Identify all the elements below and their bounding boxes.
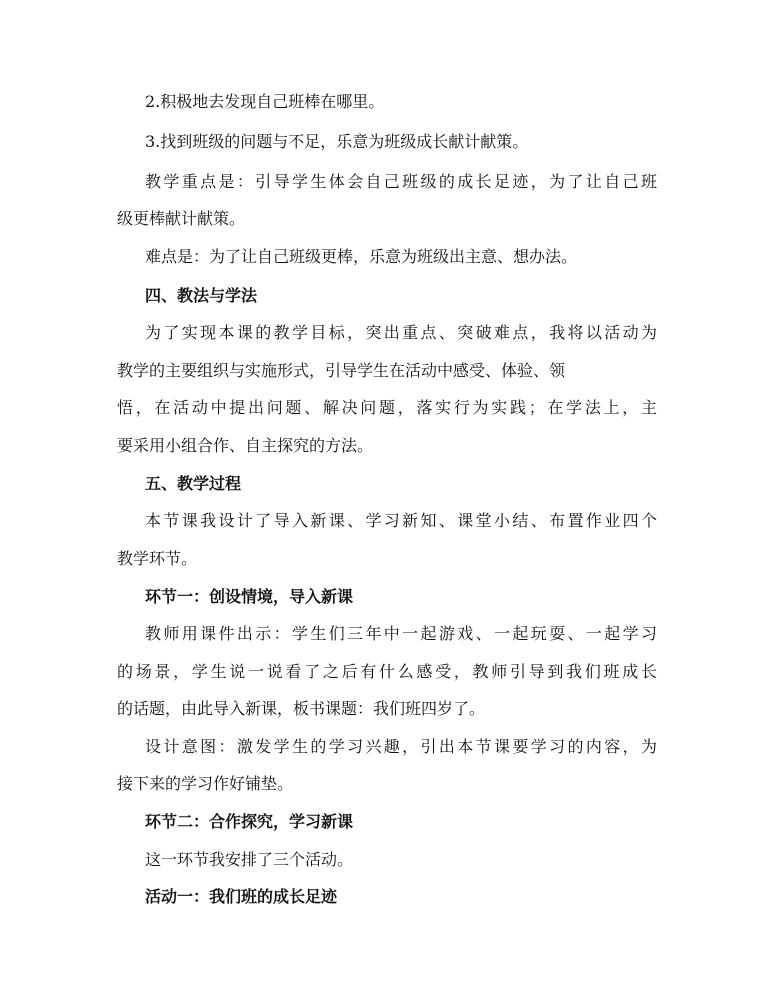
stage-one-heading: 环节一：创设情境，导入新课 — [145, 587, 354, 606]
stage-one-line-1: 教师用课件出示：学生们三年中一起游戏、一起玩耍、一起学习 — [145, 624, 657, 643]
methods-line-3: 悟，在活动中提出问题、解决问题，落实行为实践；在学法上，主 — [117, 398, 657, 417]
process-intro-line-1: 本节课我设计了导入新课、学习新知、课堂小结、布置作业四个 — [145, 511, 657, 530]
objective-2: 2.积极地去发现自己班棒在哪里。 — [145, 92, 385, 111]
section-heading-process: 五、教学过程 — [145, 474, 242, 493]
difficulty: 难点是：为了让自己班级更棒，乐意为班级出主意、想办法。 — [145, 247, 578, 266]
methods-line-4: 要采用小组合作、自主探究的方法。 — [117, 436, 374, 455]
stage-two-heading: 环节二：合作探究，学习新课 — [145, 812, 354, 831]
key-point-line-2: 级更棒献计献策。 — [117, 209, 246, 228]
design-intent-line-2: 接下来的学习作好铺垫。 — [117, 774, 294, 793]
key-point-line-1: 教学重点是：引导学生体会自己班级的成长足迹，为了让自己班 — [145, 172, 657, 191]
methods-line-1: 为了实现本课的教学目标，突出重点、突破难点，我将以活动为 — [145, 323, 657, 342]
section-heading-methods: 四、教法与学法 — [145, 286, 258, 305]
stage-one-line-3: 的话题，由此导入新课，板书课题：我们班四岁了。 — [117, 699, 486, 718]
stage-one-line-2: 的场景，学生说一说看了之后有什么感受，教师引导到我们班成长 — [117, 662, 657, 681]
design-intent-line-1: 设计意图：激发学生的学习兴趣，引出本节课要学习的内容，为 — [145, 737, 657, 756]
methods-line-2: 教学的主要组织与实施形式，引导学生在活动中感受、体验、领 — [117, 361, 566, 380]
process-intro-line-2: 教学环节。 — [117, 549, 198, 568]
activity-one-heading: 活动一：我们班的成长足迹 — [145, 887, 338, 906]
objective-3: 3.找到班级的问题与不足，乐意为班级成长献计献策。 — [145, 132, 529, 151]
stage-two-intro: 这一环节我安排了三个活动。 — [145, 850, 354, 869]
